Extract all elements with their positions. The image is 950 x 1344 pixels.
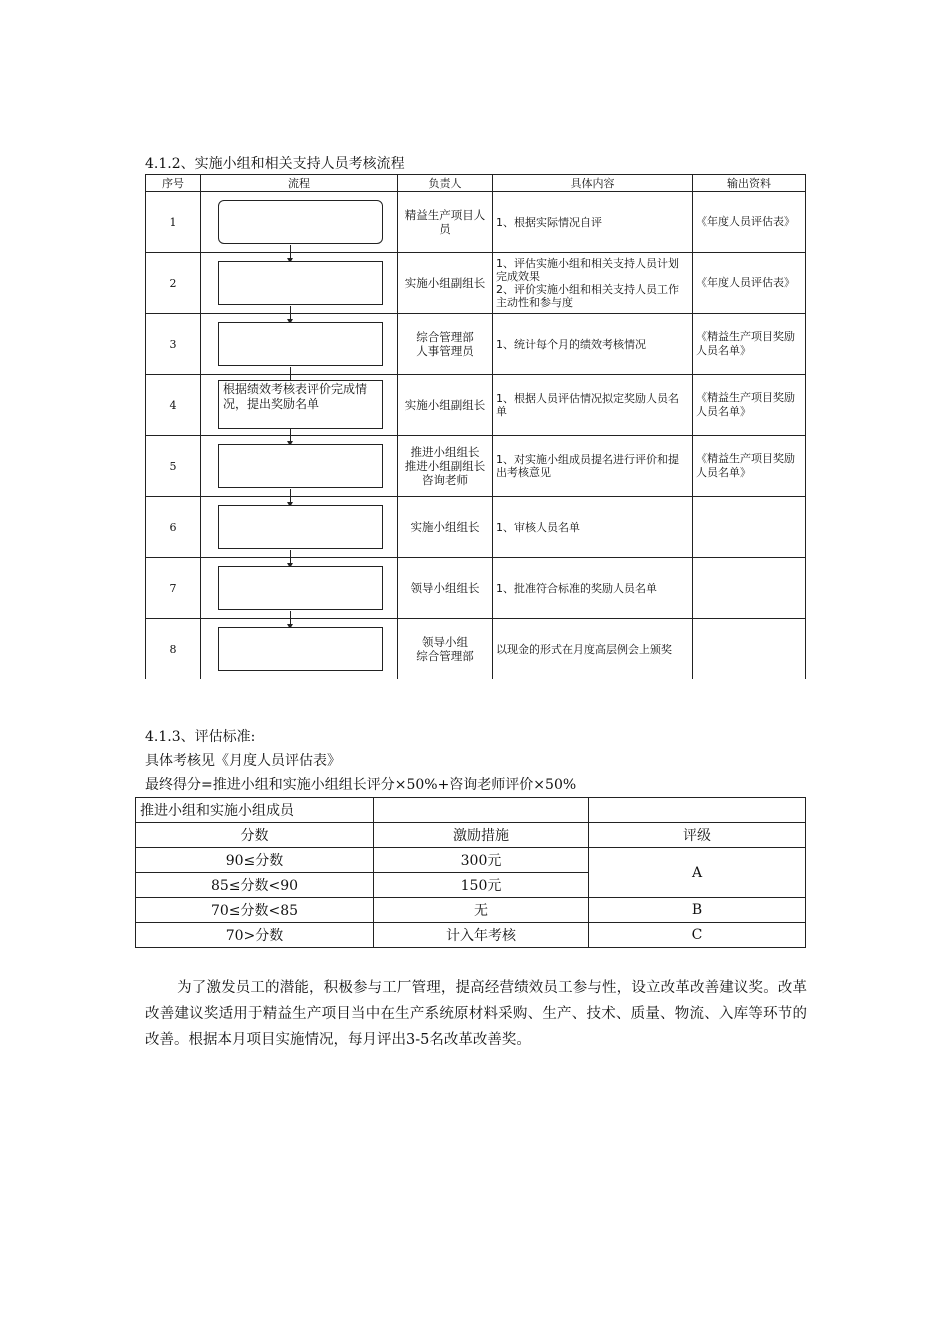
row-seq: 5 bbox=[146, 436, 201, 497]
process-cell bbox=[201, 253, 398, 314]
incentive-cell: 计入年考核 bbox=[374, 923, 589, 948]
row-responsible: 实施小组副组长 bbox=[398, 375, 493, 436]
table-row bbox=[146, 558, 806, 619]
header-seq: 序号 bbox=[146, 175, 201, 192]
process-cell bbox=[201, 375, 398, 436]
row-responsible: 领导小组组长 bbox=[398, 558, 493, 619]
criteria-line-reference: 具体考核见《月度人员评估表》 bbox=[145, 753, 341, 769]
table-row bbox=[146, 314, 806, 375]
row-responsible: 实施小组副组长 bbox=[398, 253, 493, 314]
table-row bbox=[136, 848, 806, 873]
assessment-flow-table bbox=[145, 174, 806, 679]
paragraph-text: 为了激发员工的潜能，积极参与工厂管理，提高经营绩效员工参与性，设立改革改善建议奖。改革改善建议奖适用于精益生产项目当中在生产系统原材料采购、生产、技术、质量、物流、入库等环节的改善。根据本月项目实施情况，每月评出3-5名改革改善奖。 bbox=[145, 980, 807, 1048]
header-content: 具体内容 bbox=[493, 175, 693, 192]
row-output bbox=[693, 558, 806, 619]
process-cell bbox=[201, 192, 398, 253]
process-cell bbox=[201, 436, 398, 497]
grade-cell: C bbox=[589, 923, 806, 948]
table-row bbox=[146, 192, 806, 253]
row-seq: 2 bbox=[146, 253, 201, 314]
table-row bbox=[136, 923, 806, 948]
header-output: 输出资料 bbox=[693, 175, 806, 192]
process-box bbox=[218, 566, 383, 610]
empty-cell bbox=[589, 798, 806, 823]
header-responsible: 负责人 bbox=[398, 175, 493, 192]
process-end-box bbox=[218, 627, 383, 671]
process-box bbox=[218, 322, 383, 366]
process-cell bbox=[201, 497, 398, 558]
row-output: 《年度人员评估表》 bbox=[693, 192, 806, 253]
row-output: 《精益生产项目奖励人员名单》 bbox=[693, 314, 806, 375]
criteria-table-title: 推进小组和实施小组成员 bbox=[136, 798, 374, 823]
incentive-cell: 无 bbox=[374, 898, 589, 923]
process-start-box bbox=[218, 200, 383, 244]
row-responsible: 推进小组组长 推进小组副组长 咨询老师 bbox=[398, 436, 493, 497]
flow-table-header bbox=[146, 175, 806, 192]
row-content: 1、批准符合标准的奖励人员名单 bbox=[493, 558, 693, 619]
process-box bbox=[218, 261, 383, 305]
score-cell: 90≤分数 bbox=[136, 848, 374, 873]
process-box bbox=[218, 444, 383, 488]
row-seq: 4 bbox=[146, 375, 201, 436]
process-cell bbox=[201, 314, 398, 375]
row-seq: 1 bbox=[146, 192, 201, 253]
section-heading-flow: 4.1.2、实施小组和相关支持人员考核流程 bbox=[145, 156, 405, 172]
row-content: 1、对实施小组成员提名进行评价和提出考核意见 bbox=[493, 436, 693, 497]
header-grade: 评级 bbox=[589, 823, 806, 848]
row-responsible: 精益生产项目人员 bbox=[398, 192, 493, 253]
table-row bbox=[136, 898, 806, 923]
score-cell: 70≤分数<85 bbox=[136, 898, 374, 923]
grade-cell: B bbox=[589, 898, 806, 923]
row-content: 1、统计每个月的绩效考核情况 bbox=[493, 314, 693, 375]
header-process: 流程 bbox=[201, 175, 398, 192]
row-output: 《精益生产项目奖励人员名单》 bbox=[693, 436, 806, 497]
row-responsible: 领导小组 综合管理部 bbox=[398, 619, 493, 680]
row-seq: 6 bbox=[146, 497, 201, 558]
table-row bbox=[146, 253, 806, 314]
header-score: 分数 bbox=[136, 823, 374, 848]
row-seq: 3 bbox=[146, 314, 201, 375]
row-output bbox=[693, 619, 806, 680]
table-row bbox=[146, 619, 806, 680]
row-responsible: 实施小组组长 bbox=[398, 497, 493, 558]
table-row bbox=[146, 497, 806, 558]
process-box bbox=[218, 505, 383, 549]
criteria-line-formula: 最终得分=推进小组和实施小组组长评分×50%+咨询老师评价×50% bbox=[145, 777, 577, 793]
row-output: 《年度人员评估表》 bbox=[693, 253, 806, 314]
row-content: 1、评估实施小组和相关支持人员计划完成效果 2、评价实施小组和相关支持人员工作主动性和参与度 bbox=[493, 253, 693, 314]
body-paragraph bbox=[145, 975, 807, 1053]
row-output: 《精益生产项目奖励人员名单》 bbox=[693, 375, 806, 436]
table-row bbox=[146, 375, 806, 436]
process-box: 根据绩效考核表评价完成情况，提出奖励名单 bbox=[218, 380, 383, 429]
table-row bbox=[146, 436, 806, 497]
grade-cell: A bbox=[589, 848, 806, 898]
row-content: 1、根据实际情况自评 bbox=[493, 192, 693, 253]
score-cell: 70>分数 bbox=[136, 923, 374, 948]
header-incentive: 激励措施 bbox=[374, 823, 589, 848]
row-responsible: 综合管理部 人事管理员 bbox=[398, 314, 493, 375]
criteria-table bbox=[135, 797, 806, 948]
process-cell bbox=[201, 558, 398, 619]
score-cell: 85≤分数<90 bbox=[136, 873, 374, 898]
empty-cell bbox=[374, 798, 589, 823]
table-row bbox=[136, 798, 806, 823]
incentive-cell: 150元 bbox=[374, 873, 589, 898]
incentive-cell: 300元 bbox=[374, 848, 589, 873]
table-row bbox=[136, 823, 806, 848]
row-content: 1、审核人员名单 bbox=[493, 497, 693, 558]
row-output bbox=[693, 497, 806, 558]
process-cell bbox=[201, 619, 398, 680]
row-content: 以现金的形式在月度高层例会上颁奖 bbox=[493, 619, 693, 680]
row-seq: 8 bbox=[146, 619, 201, 680]
row-seq: 7 bbox=[146, 558, 201, 619]
row-content: 1、根据人员评估情况拟定奖励人员名单 bbox=[493, 375, 693, 436]
section-heading-criteria: 4.1.3、评估标准: bbox=[145, 729, 256, 745]
